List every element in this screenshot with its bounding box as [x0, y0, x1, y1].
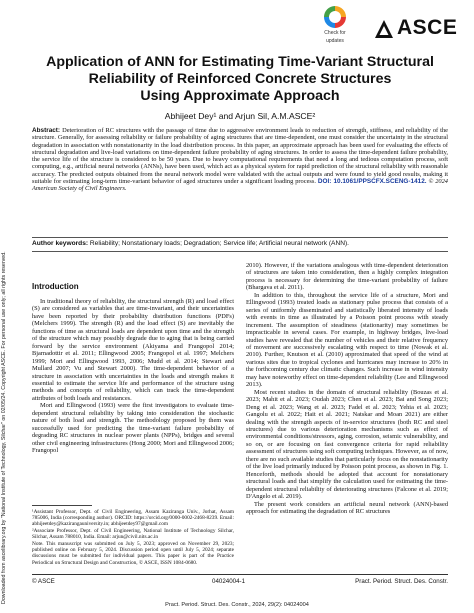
author-list: Abhijeet Dey¹ and Arjun Sil, A.M.ASCE²	[164, 111, 316, 121]
title-line-3: Using Approximate Approach	[140, 88, 340, 104]
body-paragraph: In traditional theory of reliability, the structural strength (R) and load effect (S) are considered as variables that are time-invariant, and their uncertainties have been reported by their probability distribution functions (PDFs) (Melchers 1999). The strength (R) and the load effect (S) are inevitably the functions of time as structural loads are dependent upon time and the strength of the structure which may possibly degrade due to aging that is being carried forward by the service environment (Akiyama and Frangopol 2014; Bjarnadottir et al. 2011; Ellingwood 2005; Frangopol et al. 1997; Melchers 1999; Mori and Ellingwood 1993, 2006; Mudd et al. 2014; Stewart and Mullard 2007; Vu and Stewart 2000). The time-dependent behavior of a structure in association with uncertainties in the loads and strength makes it essential to estimate the service life and performance of the structure using methods and concepts of reliability, which can track the time-dependent attributes of both loads and resistances.	[32, 298, 234, 402]
abstract-divider-bottom	[32, 251, 448, 252]
check-updates-line2: updates	[326, 38, 344, 44]
body-paragraph: Mori and Ellingwood (1993) were the first investigators to evaluate time-dependent structural reliability by taking into consideration the stochastic nature of both load and strength. The methodology proposed by them was successfully used for predicting the time-variant failure probability of degrading RC structures in nuclear power plants (NPPs), bridges and several other civil engineering infrastructures (Hong 2000; Mori and Ellingwood 2006; Frangopol	[32, 402, 234, 455]
keywords-label: Author keywords:	[32, 240, 89, 247]
introduction-heading: Introduction	[32, 282, 79, 291]
footer-copyright: © ASCE	[32, 578, 55, 585]
copyright-notice: © 2024 American Society of Civil Engineers.	[32, 178, 448, 193]
check-for-updates-button[interactable]	[316, 6, 354, 44]
footnote-author-1: ¹Assistant Professor, Dept. of Civil Engineering, Assam Kaziranga Univ., Jorhat, Assam 785006, India (corresponding author). ORCID: https://orcid.org/0000-0002-2468-8239. Email: abhijeetdey@kazirangauniversity.in; abhijeetdey97@gmail.com	[32, 509, 234, 528]
abstract-divider-top	[32, 237, 448, 238]
footer-citation: Pract. Period. Struct. Des. Constr., 2024, 29(2): 04024004	[165, 602, 309, 608]
body-paragraph: Most recent studies in the domain of structural reliability (Bouzas et al. 2023; Mahit et al. 2023; Oudah 2023; Chen et al. 2023; Bai and Song 2023; Deng et al. 2023; Wang et al. 2023; Fadel et al. 2023; Yehia et al. 2023; Gangolu et al. 2022; Hait et al. 2021; Natskar and Moan 2021) are either dealing with the strength aspects of in-service structures (both RC and steel structures) due to various deterioration mechanisms such as effect of environmental conditions/stressors, aging, corrosion, seismic vulnerability, and so on, or are focusing on fast convergence criteria for rapid reliability assessment of structures using soft computing techniques. However, as of now, there are no such available studies that particularly focus on the nonstationarity of the live load primarily induced by Poisson point process, as shown in Fig. 1. Henceforth, methods should be adopted that account for nonstationary structural loads and that simplify the calculation used for estimating the time-dependent structural reliability of deteriorating structures (Falcone et al. 2019; D'Angelo et al. 2019).	[246, 388, 448, 501]
footnote-divider	[32, 505, 92, 506]
abstract	[32, 127, 448, 193]
abstract-label: Abstract:	[32, 127, 61, 134]
publisher-logo	[375, 16, 465, 46]
keywords-text: Reliability; Nonstationary loads; Degradation; Service life; Artificial neural network (ANN).	[89, 240, 350, 247]
title-line-1: Application of ANN for Estimating Time-Variant Structural	[46, 54, 434, 70]
download-side-note	[1, 14, 10, 604]
keywords	[32, 240, 448, 247]
side-note-text: Downloaded from ascelibrary.org by "National Institute of Technology, Silchar" on 02/05/24. Copyright ASCE. For personal use only; all rights reserved.	[1, 251, 7, 604]
left-column	[32, 298, 234, 455]
right-column	[246, 262, 448, 515]
body-paragraph: In addition to this, throughout the service life of a structure, Mori and Ellingwood (1993) treated loads as stationary pulse process that consists of a series of uniformly disseminated and statistically liberated intensity of loads with events in time as illustrated by a Poisson point process with steady increment. The assumption of steadiness (stationarity) may sometimes be impracticable in several cases. For example, in highway bridges, live-load studies have revealed that the number of vehicles and their relative frequency of movement are successively escalating with respect to time (Nowak et al. 2010). Further, Knutson et al. (2010) approximated that speed of the wind at various sites due to tropical cyclones and hurricanes may increase to 20% in the forthcoming century due climatic changes. Such increase in wind intensity may have noteworthy effect on time-dependent reliability (Lee and Ellingwood 2013).	[246, 291, 448, 389]
footnote-submission-note: Note. This manuscript was submitted on July 5, 2023; approved on November 29, 2023; published online on February 5, 2024. Discussion period open until July 5, 2024; separate discussions must be submitted for individual papers. This paper is part of the Practice Periodical on Structural Design and Construction, © ASCE, ISSN 1084-0680.	[32, 541, 234, 566]
abstract-text: Deterioration of RC structures with the passage of time due to aggressive environment leads to reduction of strength, stiffness, and reliability of the structure. Generally, for assessing reliability or failure probability of aging structures that are time-dependent, one must consider the uncertainty in the structural degradation in association with nonstationarity in the load distribution process. In this paper, an approximate approach has been used for evaluating the effects of structural degradation and live-load variations on time-dependent failure probability of aging structures. In order to assess the time-dependent failure probability, the service life of the structure is considered to be 50 years. Due to heavy computational requirements that need a long and tedious computation process, soft computing, e.g., artificial neural networks (ANNs), have been used, which act as a physical system for rapid prediction of the structural reliability with reasonable accuracy. The predicted outputs obtained from the neural network model were validated with the actual outputs and were found to yield good results, making it suitable for estimating long-term time-variant behavior of aged structures under a significant loading process.	[32, 127, 448, 186]
title-line-2: Reliability of Reinforced Concrete Structures	[88, 71, 392, 87]
check-updates-line1: Check for	[324, 30, 346, 36]
body-paragraph: 2010). However, if the variations analogous with time-dependent deterioration of structures are taken into consideration, then a highly complex integration process is necessary for determining the time-variant probability of failure (Bhargava et al. 2011).	[246, 262, 448, 292]
check-updates-icon	[324, 6, 346, 28]
doi-link[interactable]: DOI: 10.1061/PPSCFX.SCENG-1412.	[317, 178, 427, 186]
footer-journal: Pract. Period. Struct. Des. Constr.	[355, 578, 448, 585]
publisher-logo-text: ASCE	[397, 16, 458, 39]
asce-logo-icon	[375, 20, 393, 38]
footer-page-id: 04024004-1	[212, 578, 246, 585]
article-title	[30, 54, 450, 105]
footer-divider	[32, 574, 448, 575]
footnote-author-2: ²Associate Professor, Dept. of Civil Engineering, National Institute of Technology Silchar, Silchar, Assam 788010, India. Email: arjun@civil.nits.ac.in	[32, 528, 234, 541]
body-paragraph: The present work considers an artificial neural network (ANN)-based approach for estimating the degradation of RC structures	[246, 500, 448, 515]
